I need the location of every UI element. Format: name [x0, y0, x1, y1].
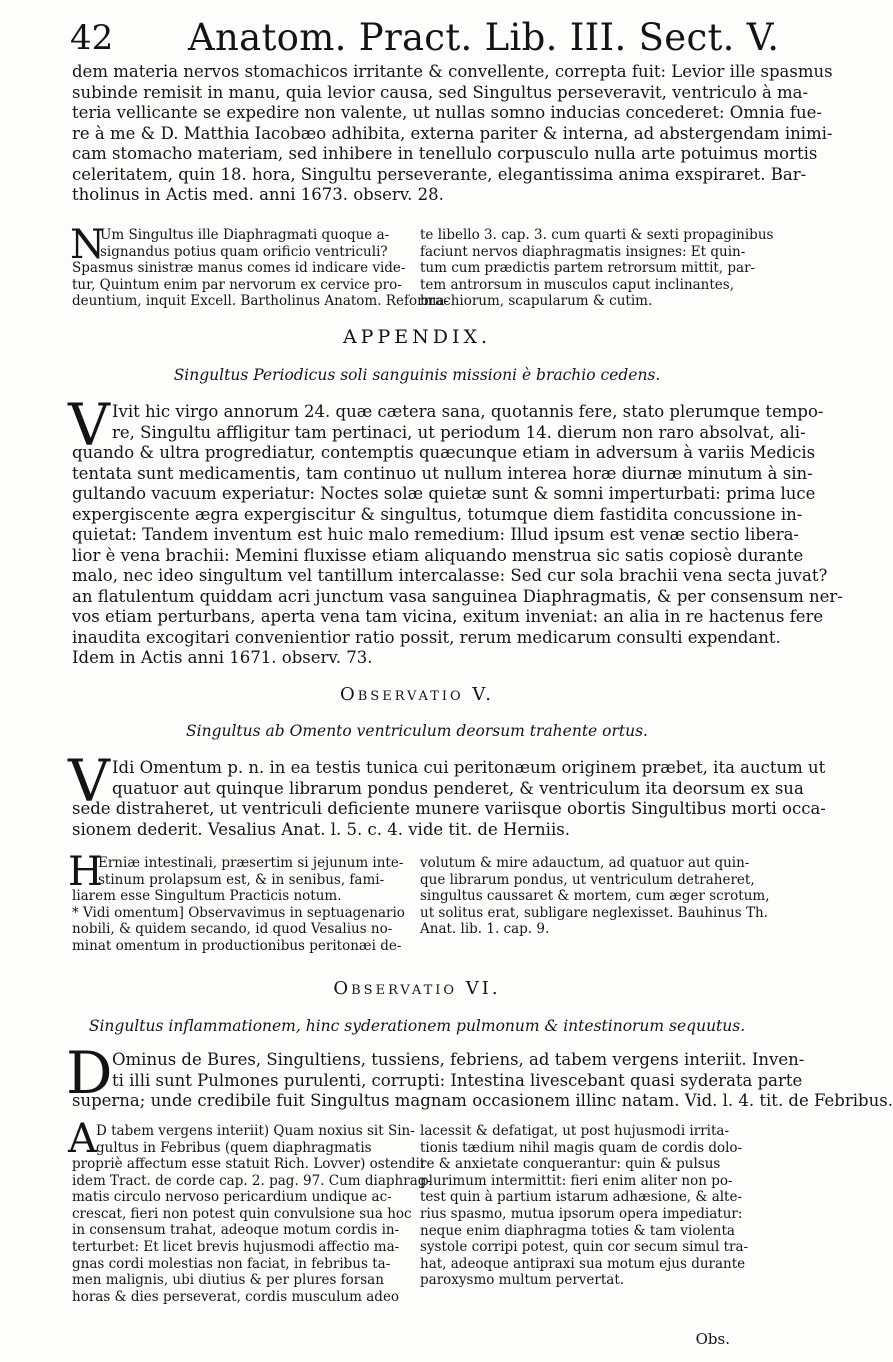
- text-line: an flatulentum quiddam acri junctum vasa sanguinea Diaphragmatis, & per consensum ner-: [72, 586, 843, 606]
- text-line: rius spasmo, mutua ipsorum opera impediatur:: [420, 1205, 743, 1222]
- drop-cap: D: [66, 1039, 113, 1107]
- text-line: re à me & D. Matthia Iacobæo adhibita, externa pariter & interna, ad abstergendam inimi-: [72, 123, 833, 143]
- appendix-subtitle: Singultus Periodicus soli sanguinis missioni è brachio cedens.: [173, 366, 661, 384]
- text-line: quatuor aut quinque librarum pondus penderet, & ventriculum ita deorsum ex sua: [112, 778, 804, 798]
- text-line: sionem dederit. Vesalius Anat. l. 5. c. 4. vide tit. de Herniis.: [72, 819, 570, 839]
- text-line: plurimum intermittit: fieri enim aliter non po-: [420, 1172, 733, 1189]
- text-line: gnas cordi molestias non faciat, in febribus ta-: [72, 1255, 391, 1272]
- text-line: test quin à partium istarum adhæsione, & alte-: [420, 1189, 743, 1206]
- text-line: gultus in Febribus (quem diaphragmatis: [96, 1139, 372, 1156]
- text-line: subinde remisit in manu, quia levior causa, sed Singultus perseveravit, ventriculo à ma-: [72, 82, 809, 102]
- text-line: signandus potius quam orificio ventriculi?: [100, 243, 388, 260]
- text-line: gultando vacuum experiatur: Noctes solæ quietæ sunt & somni imperturbati: prima luce: [72, 484, 816, 503]
- text-line: crescat, fieri non potest quin convulsione sua hoc: [72, 1205, 412, 1222]
- text-line: que librarum pondus, ut ventriculum detraheret,: [420, 871, 755, 888]
- commentary-left-column: [96, 1123, 415, 1156]
- text-line: celeritatem, quin 18. hora, Singultu perseverante, elegantissima anima exspiraret. Bar-: [72, 164, 807, 184]
- text-line: terturbet: Et licet brevis hujusmodi affectio ma-: [72, 1238, 400, 1255]
- text-line: quietat: Tandem inventum est huic malo remedium: Illud ipsum est venæ sectio libera-: [72, 525, 799, 544]
- observation-5-start: [112, 758, 826, 799]
- text-line: D tabem vergens interiit) Quam noxius sit Sin-: [96, 1123, 415, 1139]
- text-line: lacessit & defatigat, ut post hujusmodi irrita-: [420, 1123, 730, 1139]
- drop-cap: H: [68, 849, 103, 895]
- commentary-right-column: [420, 1123, 762, 1289]
- page-number: 42: [70, 18, 114, 58]
- text-line: sede distraheret, ut ventriculi deficiente munere variisque obortis Singultibus morti occa-: [72, 799, 826, 818]
- commentary-left-column-cont: [72, 260, 449, 310]
- appendix-paragraph-start: [112, 402, 824, 443]
- text-line: quando & ultra progrediatur, contemptis quæcunque etiam in adversum à variis Medicis: [72, 443, 816, 462]
- drop-cap: V: [68, 747, 110, 815]
- text-line: Ivit hic virgo annorum 24. quæ cætera sana, quotannis fere, stato plerumque tempo-: [112, 402, 824, 421]
- text-line: tur, Quintum enim par nervorum ex cervice pro-: [72, 276, 402, 293]
- text-line: Um Singultus ille Diaphragmati quoque a-: [100, 227, 390, 243]
- text-line: liarem esse Singultum Practicis notum.: [72, 888, 342, 904]
- page-header: [0, 14, 800, 64]
- text-line: faciunt nervos diaphragmatis insignes: Et quin-: [420, 243, 746, 260]
- continued-paragraph: [72, 62, 833, 206]
- text-line: tholinus in Actis med. anni 1673. observ. 28.: [72, 185, 444, 204]
- text-line: paroxysmo multum pervertat.: [420, 1272, 625, 1289]
- observation-5-heading: Observatio V.: [340, 684, 494, 705]
- text-line: teria vellicante se expedire non valente, ut nullas somno inducias concederet: Omnia fue-: [72, 103, 822, 122]
- text-line: men malignis, ubi diutius & per plures forsan: [72, 1272, 384, 1289]
- commentary-left-column-cont: [72, 888, 412, 954]
- text-line: re & anxietate conquerantur: quin & pulsus: [420, 1156, 721, 1173]
- text-line: tentata sunt medicamentis, tam continuo ut nullum interea horæ diurnæ minutum à sin-: [72, 463, 813, 483]
- text-line: neque enim diaphragma toties & tam violenta: [420, 1222, 735, 1239]
- commentary-left-column-cont: [72, 1156, 431, 1305]
- text-line: singultus caussaret & mortem, cum æger scrotum,: [420, 888, 770, 905]
- text-line: brachiorum, scapularum & cutim.: [420, 293, 653, 310]
- drop-cap: V: [68, 391, 110, 459]
- observation-5-paragraph: [72, 799, 826, 840]
- text-line: stinum prolapsum est, & in senibus, fami-: [98, 871, 385, 888]
- text-line: systole corripi potest, quin cor secum simul tra-: [420, 1239, 749, 1256]
- text-line: idem Tract. de corde cap. 2. pag. 97. Cum diaphrag-: [72, 1172, 431, 1189]
- observation-6-start: [112, 1050, 805, 1091]
- text-line: ut solitus erat, subligare neglexisset. Bauhinus Th.: [420, 904, 768, 921]
- text-line: minat omentum in productionibus peritonæi de-: [72, 937, 402, 954]
- observation-6-paragraph: [72, 1091, 893, 1112]
- text-line: ti illi sunt Pulmones purulenti, corrupti: Intestina livescebant quasi syderata parte: [112, 1070, 803, 1090]
- text-line: tem antrorsum in musculos caput inclinantes,: [420, 276, 735, 293]
- text-line: malo, nec ideo singultum vel tantillum intercalasse: Sed cur sola brachii vena secta juvat?: [72, 566, 828, 585]
- text-line: Idi Omentum p. n. in ea testis tunica cui peritonæum originem præbet, ita auctum ut: [112, 758, 826, 777]
- text-line: dem materia nervos stomachicos irritante & convellente, correpta fuit: Levior ille spasmus: [72, 62, 833, 81]
- observation-6-heading: Observatio VI.: [333, 978, 501, 999]
- text-line: lior è vena brachii: Memini fluxisse etiam aliquando menstrua sic satis copiosè durante: [72, 545, 804, 565]
- commentary-left-column: [98, 855, 412, 888]
- text-line: Ominus de Bures, Singultiens, tussiens, febriens, ad tabem vergens interiit. Inven-: [112, 1050, 805, 1069]
- text-line: superna; unde credibile fuit Singultus magnam occasionem illinc natam. Vid. l. 4. tit. de Febribus.: [72, 1091, 893, 1110]
- text-line: tum cum prædictis partem retrorsum mittit, par-: [420, 260, 756, 277]
- text-line: Erniæ intestinali, præsertim si jejunum inte-: [98, 855, 404, 871]
- appendix-heading: APPENDIX.: [342, 326, 492, 348]
- text-line: horas & dies perseverat, cordis musculum adeo: [72, 1288, 400, 1305]
- observation-5-subtitle: Singultus ab Omento ventriculum deorsum trahente ortus.: [186, 722, 648, 740]
- commentary-right-column: [420, 227, 774, 310]
- text-line: re, Singultu affligitur tam pertinaci, ut periodum 14. dierum non raro absolvat, ali-: [112, 422, 806, 442]
- drop-cap: N: [70, 222, 105, 268]
- drop-cap: A: [68, 1116, 97, 1162]
- text-line: Idem in Actis anni 1671. observ. 73.: [72, 648, 373, 667]
- text-line: in consensum trahat, adeoque motum cordis in-: [72, 1222, 400, 1239]
- commentary-left-column: [100, 227, 412, 260]
- text-line: cam stomacho materiam, sed inhibere in tenellulo corpusculo nulla arte potuimus mortis: [72, 144, 818, 163]
- text-line: tionis tædium nihil magis quam de cordis dolo-: [420, 1139, 743, 1156]
- text-line: matis circulo nervoso pericardium undique ac-: [72, 1189, 392, 1206]
- text-line: deuntium, inquit Excell. Bartholinus Anatom. Reforma-: [72, 293, 449, 310]
- text-line: vos etiam perturbans, aperta vena tam vicina, exitum inveniat: an alia in re hactenus fere: [72, 607, 824, 626]
- text-line: volutum & mire adauctum, ad quatuor aut quin-: [420, 855, 750, 871]
- observation-6-subtitle: Singultus inflammationem, hinc syderationem pulmonum & intestinorum sequutus.: [88, 1017, 746, 1035]
- text-line: propriè affectum esse statuit Rich. Lovver) ostendit: [72, 1156, 426, 1172]
- text-line: te libello 3. cap. 3. cum quarti & sexti propaginibus: [420, 227, 774, 243]
- running-head: Anatom. Pract. Lib. III. Sect. V.: [188, 16, 780, 59]
- text-line: nobili, & quidem secando, id quod Vesalius no-: [72, 921, 393, 938]
- catchword: Obs.: [695, 1330, 730, 1348]
- text-line: inaudita excogitari convenientior ratio possit, rerum medicarum consulti expendant.: [72, 627, 781, 647]
- text-line: * Vidi omentum] Observavimus in septuagenario: [72, 904, 405, 921]
- appendix-paragraph: [72, 443, 843, 669]
- text-line: expergiscente ægra expergiscitur & singultus, totumque diem fastidita concussione in-: [72, 504, 803, 524]
- text-line: hat, adeoque antipraxi sua motum ejus durante: [420, 1255, 746, 1272]
- text-line: Anat. lib. 1. cap. 9.: [420, 921, 550, 938]
- text-line: Spasmus sinistræ manus comes id indicare vide-: [72, 260, 406, 276]
- commentary-right-column: [420, 855, 770, 938]
